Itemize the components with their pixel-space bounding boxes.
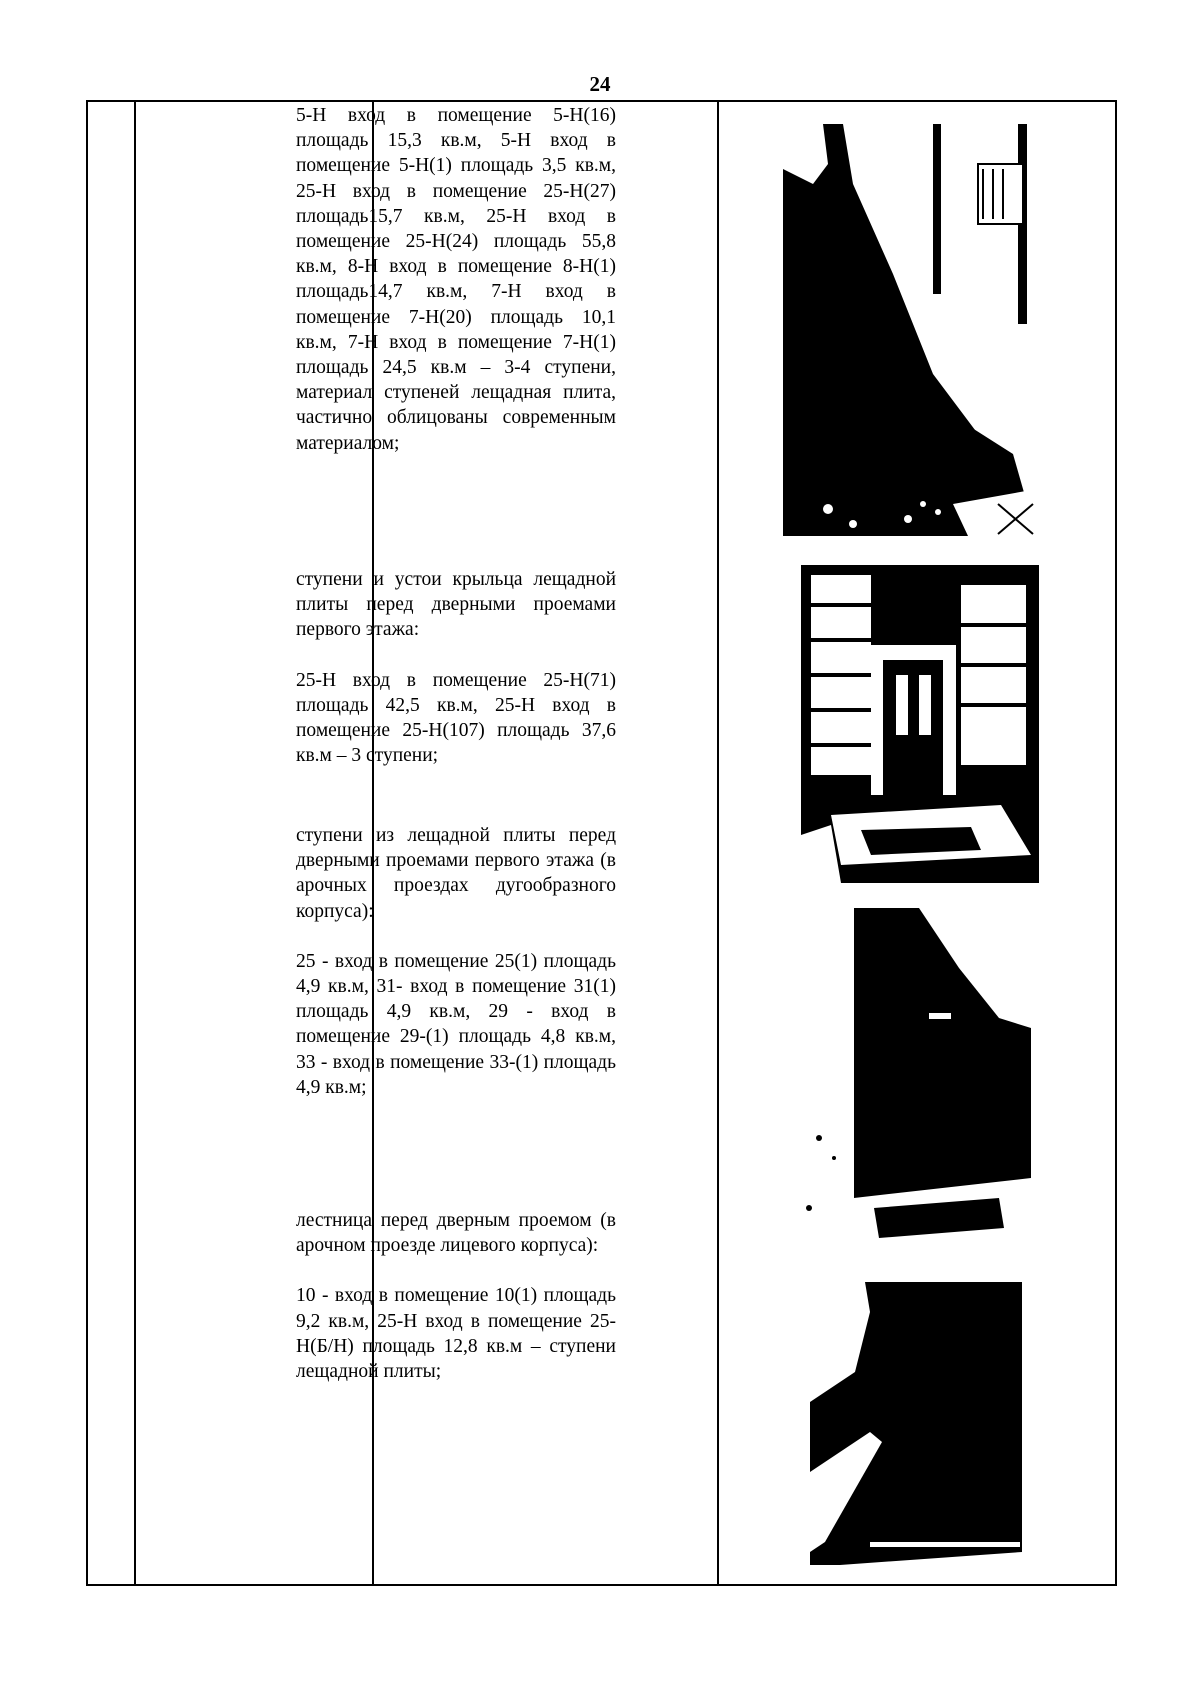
block-body: 25-Н вход в помещение 25-Н(71) площадь 42,5 кв.м, 25-Н вход в помещение 25-Н(107) площадь 37,6 кв.м – 3 ступени; (296, 669, 616, 767)
description-block-1 (296, 103, 616, 456)
column-divider (134, 102, 136, 1584)
steps-photo-4 (810, 1282, 1022, 1565)
description-block-4 (296, 1208, 616, 1384)
block-heading: ступени из лещадной плиты перед дверными проемами первого этажа (в арочных проездах дугообразного корпуса): (296, 825, 616, 922)
description-block-2 (296, 567, 616, 768)
steps-photo-1-graphic (783, 124, 1065, 536)
steps-photo-3 (799, 908, 1031, 1258)
steps-photo-2-graphic (801, 565, 1039, 883)
steps-photo-1 (783, 124, 1065, 536)
column-divider (717, 102, 719, 1584)
steps-photo-2 (801, 565, 1039, 883)
page-number: 24 (589, 72, 611, 96)
description-block-3 (296, 823, 616, 1100)
block-heading: лестница перед дверным проемом (в арочном проезде лицевого корпуса): (296, 1210, 616, 1257)
block-body: 10 - вход в помещение 10(1) площадь 9,2 кв.м, 25-Н вход в помещение 25-Н(Б/Н) площадь 12,8 кв.м – ступени лещадной плиты; (296, 1285, 616, 1383)
steps-photo-4-graphic (810, 1282, 1022, 1565)
block-heading: ступени и устои крыльца лещадной плиты перед дверными проемами первого этажа: (296, 569, 616, 641)
steps-photo-3-graphic (799, 908, 1031, 1258)
entrance-list-paragraph: 5-Н вход в помещение 5-Н(16) площадь 15,3 кв.м, 5-Н вход в помещение 5-Н(1) площадь 3,5 кв.м, 25-Н вход в помещение 25-Н(27) площадь15,7 кв.м, 25-Н вход в помещение 25-Н(24) площадь 55,8 кв.м, 8-Н вход в помещение 8-Н(1) площадь14,7 кв.м, 7-Н вход в помещение 7-Н(20) площадь 10,1 кв.м, 7-Н вход в помещение 7-Н(1) площадь 24,5 кв.м – 3-4 ступени, материал ступеней лещадная плита, частично облицованы современным материалом; (296, 105, 616, 454)
block-body: 25 - вход в помещение 25(1) площадь 4,9 кв.м, 31- вход в помещение 31(1) площадь 4,9 кв.м, 29 - вход в помещение 29-(1) площадь 4,8 кв.м, 33 - вход в помещение 33-(1) площадь 4,9 кв.м; (296, 950, 616, 1098)
